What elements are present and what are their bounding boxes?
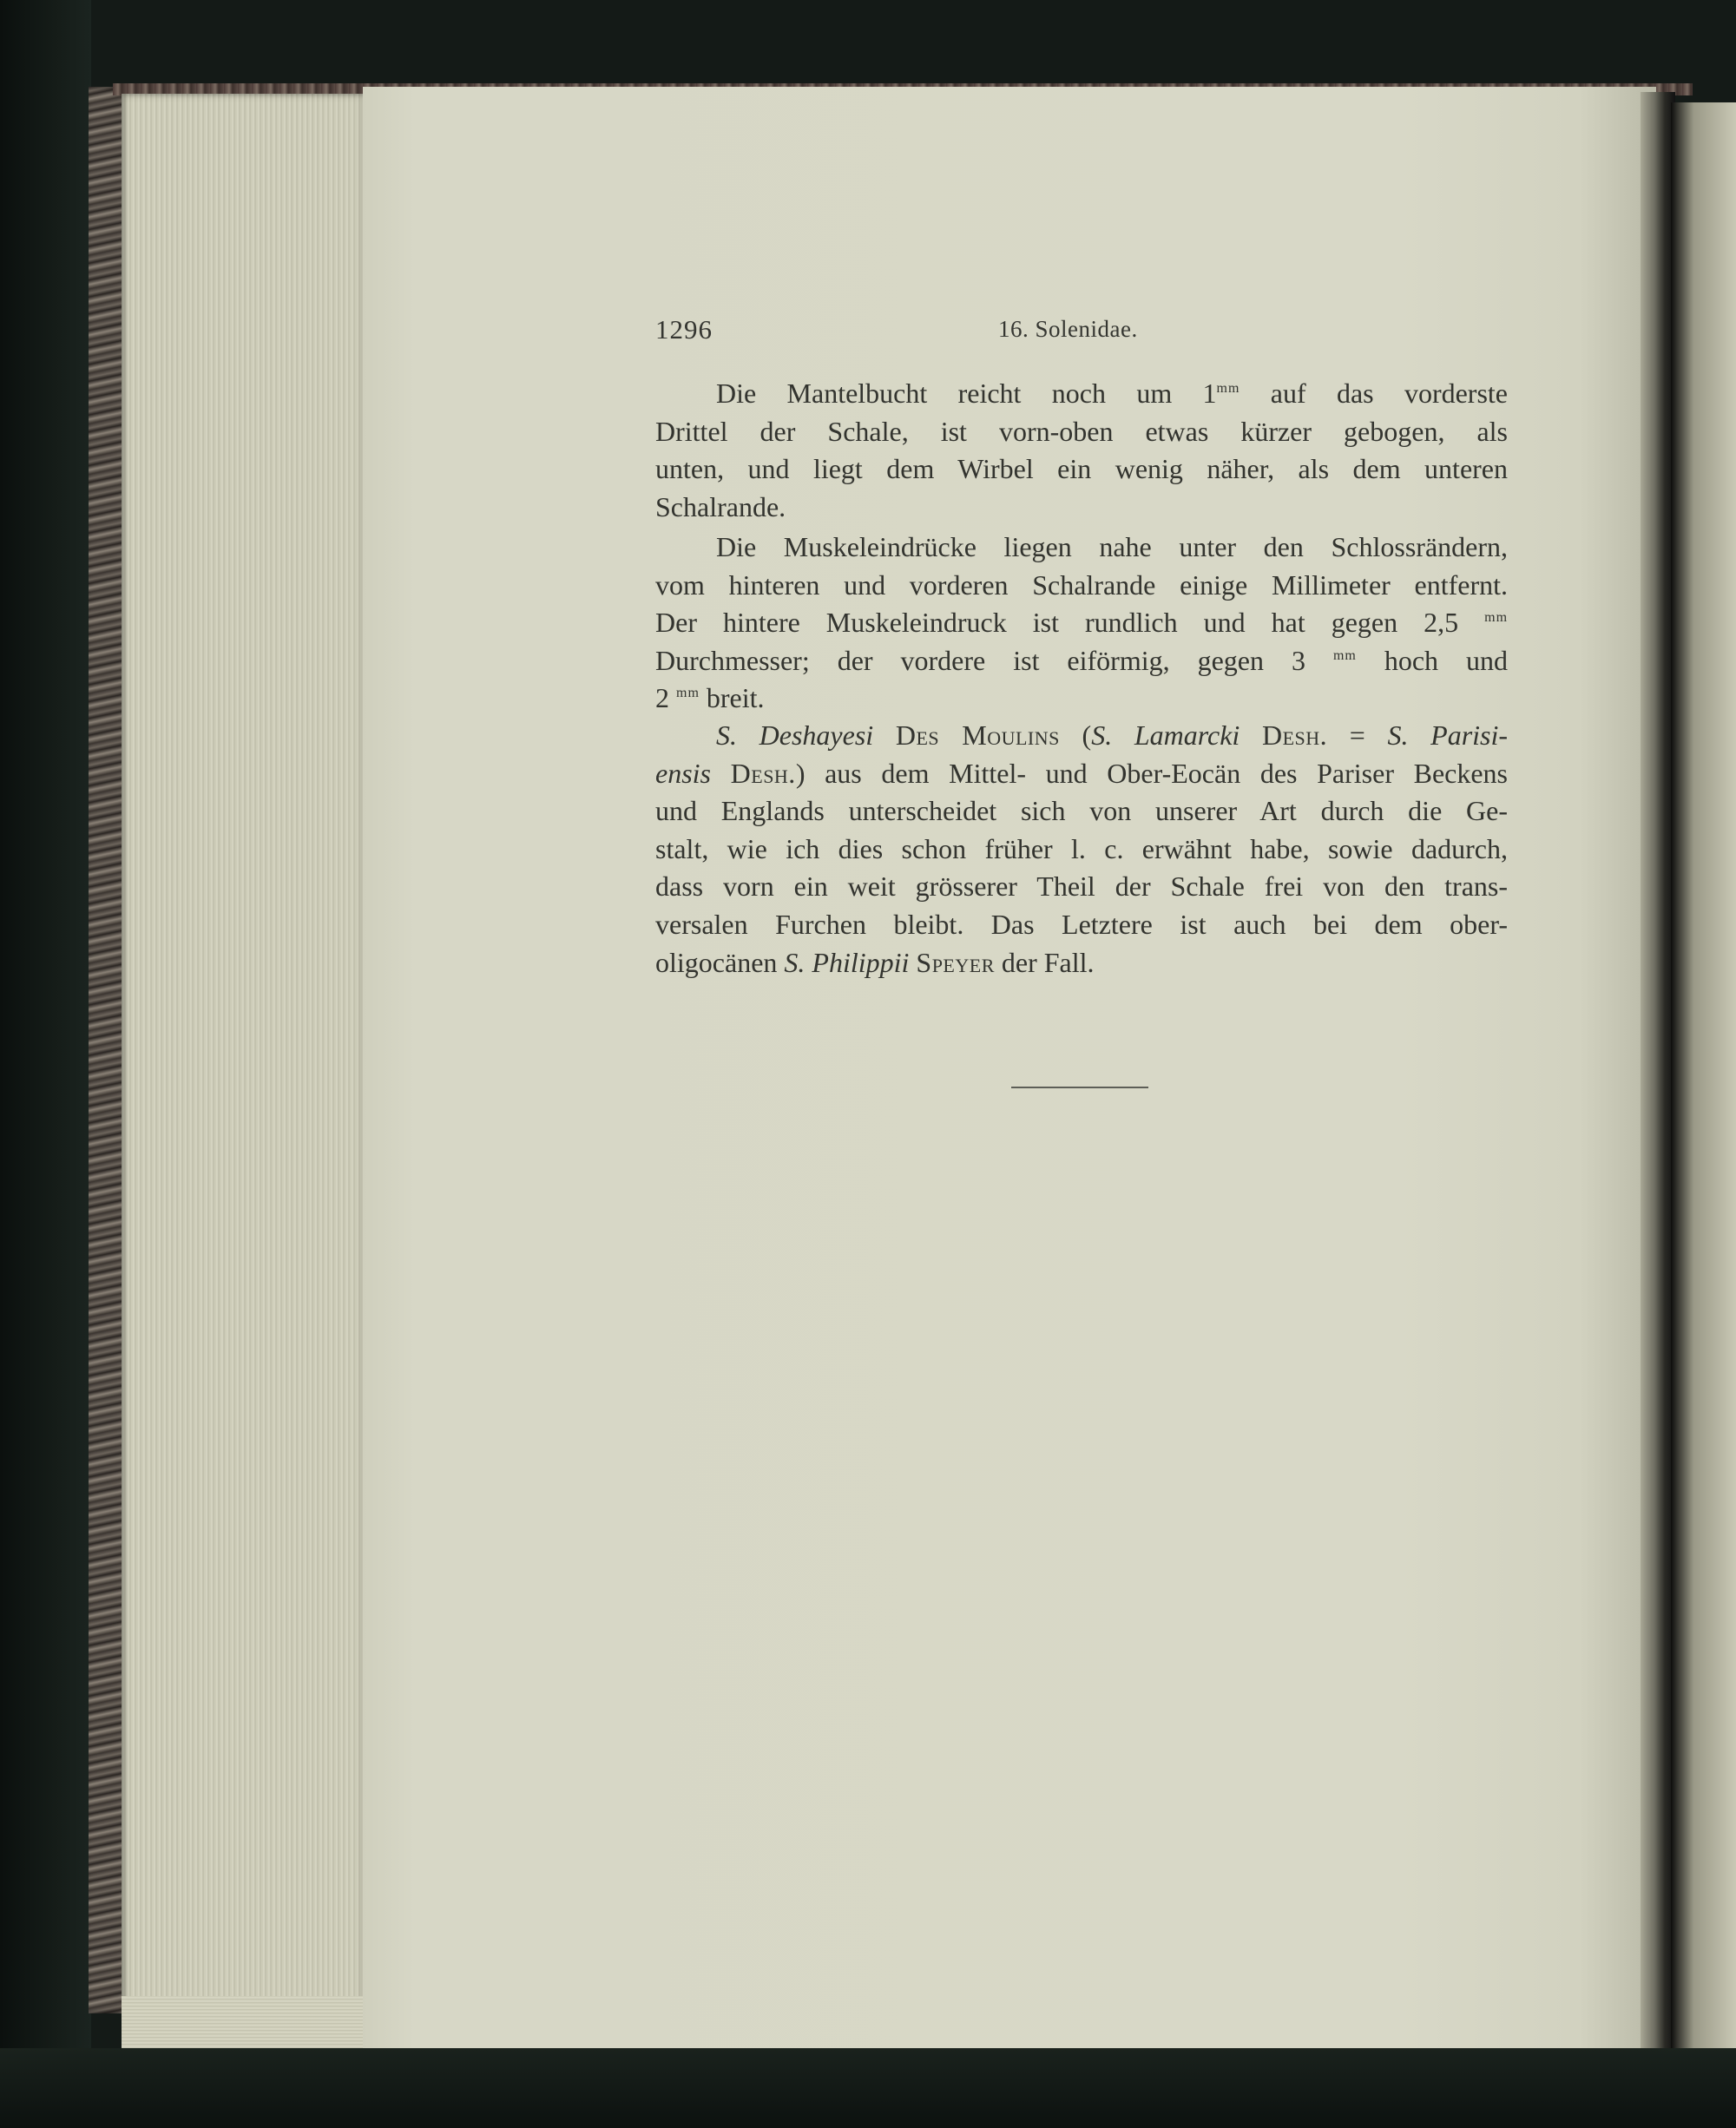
paragraph-mantelbucht: [655, 375, 1508, 526]
paragraph-muskeleindruecke: [655, 529, 1508, 718]
page-stack-edges: [122, 94, 369, 2055]
text-line: versalen Furchen bleibt. Das Letztere ist auch bei dem ober-: [655, 908, 1508, 940]
text-line: unten, und liegt dem Wirbel ein wenig näher, als dem unteren: [655, 453, 1508, 485]
book-gutter: [1641, 92, 1675, 2088]
text-line: stalt, wie ich dies schon früher l. c. erwähnt habe, sowie dadurch,: [655, 832, 1508, 864]
text-line: Die Muskeleindrücke liegen nahe unter den Schlossrändern,: [716, 531, 1508, 562]
text-line: S. Deshayesi Des Moulins (S. Lamarcki Desh. = S. Parisi-: [716, 719, 1509, 751]
text-line: Der hintere Muskeleindruck ist rundlich und hat gegen 2,5 $^{mm}$: [655, 607, 1509, 639]
text-line: dass vorn ein weit grösserer Theil der Schale frei von den trans-: [655, 870, 1508, 903]
text-line: oligocänen S. Philippii Speyer der Fall.: [655, 946, 1095, 978]
text-line: Durchmesser; der vordere ist eiförmig, gegen 3 $^{mm}$ hoch und: [655, 644, 1509, 676]
text-line: Schalrande.: [655, 490, 786, 522]
running-title: 16. Solenidae.: [998, 316, 1138, 342]
text-line: 2 $^{mm}$ breit.: [655, 682, 765, 714]
section-end-rule: [1011, 1087, 1148, 1088]
facing-page-edge: [1671, 102, 1736, 2090]
running-header: [655, 314, 1508, 352]
text-line: und Englands unterscheidet sich von unserer Art durch die Ge-: [655, 795, 1508, 827]
text-line: Die Mantelbucht reicht noch um $1^{mm}$ auf das vorderste: [716, 378, 1509, 409]
paragraph-deshayesi: [655, 717, 1508, 982]
page-number: 1296: [655, 314, 713, 345]
text-line: Drittel der Schale, ist vorn-oben etwas kürzer gebogen, als: [655, 415, 1508, 447]
bottom-backdrop: [0, 2048, 1736, 2128]
text-line: ensis Desh.) aus dem Mittel- und Ober-Eocän des Pariser Beckens: [655, 757, 1509, 789]
text-line: vom hinteren und vorderen Schalrande einige Millimeter entfernt.: [655, 568, 1508, 601]
dark-backdrop: [0, 0, 91, 2128]
